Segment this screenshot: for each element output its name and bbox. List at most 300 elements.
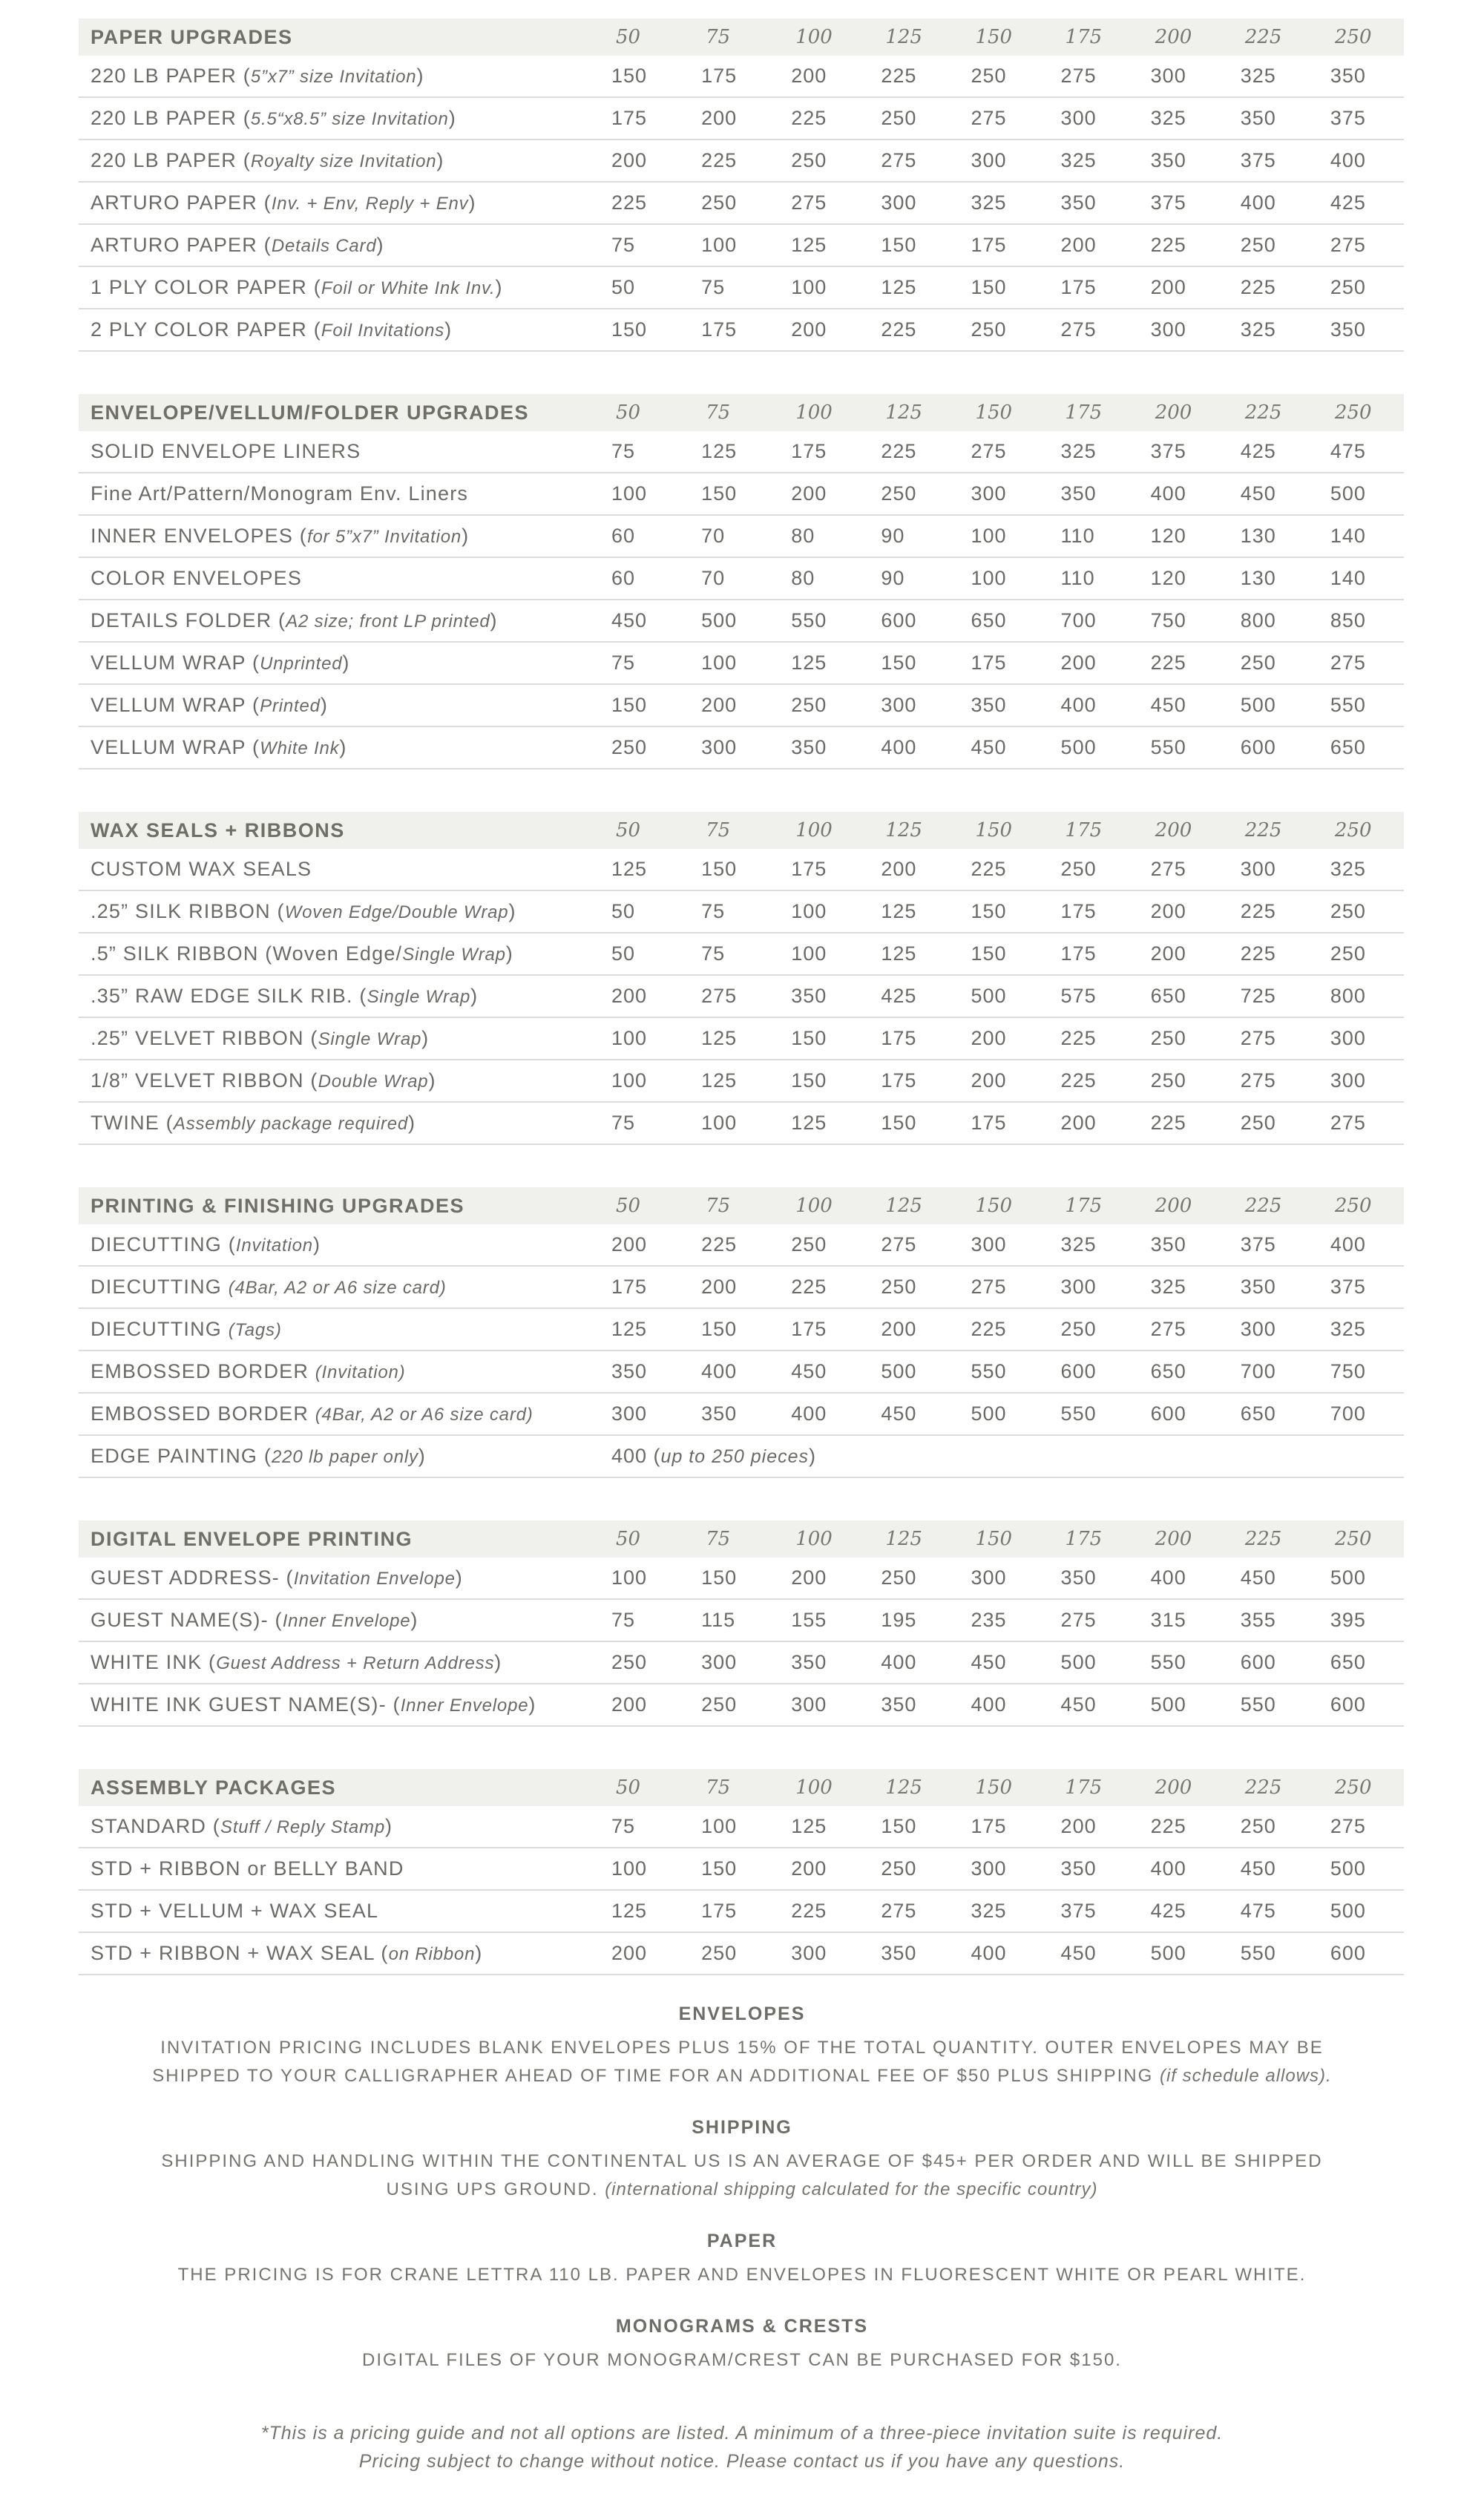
price-cell: 400: [1150, 482, 1186, 505]
row-label-text: .5” SILK RIBBON (Woven Edge/: [91, 942, 403, 965]
section-wax-seals-ribbons: [79, 812, 1404, 1145]
note-italic: (if schedule allows).: [1159, 2066, 1332, 2086]
price-cell: 300: [1240, 858, 1276, 880]
price-cell: 300: [1330, 1069, 1366, 1092]
row-label: [91, 276, 595, 299]
price-cell: 200: [1060, 1815, 1097, 1837]
price-cell: 140: [1330, 567, 1366, 589]
price-cell: 150: [701, 1318, 738, 1340]
row-label: [91, 318, 595, 341]
price-cell: 350: [1060, 1566, 1097, 1589]
price-cell: 475: [1330, 440, 1366, 462]
price-cell: 400: [1240, 191, 1276, 214]
price-cell: 175: [701, 65, 738, 87]
quantity-header: 250: [1334, 401, 1372, 424]
price-cell: 250: [611, 736, 648, 758]
note-line: [178, 2265, 1307, 2285]
price-cell: 600: [881, 609, 917, 631]
row-label-note: Guest Address + Return Address: [216, 1653, 495, 1673]
row-label: [91, 736, 595, 759]
price-cell: 75: [611, 652, 636, 674]
table-row: [79, 643, 1404, 685]
price-cell: 350: [1240, 1276, 1276, 1298]
row-label-close: ): [384, 1815, 393, 1837]
row-label-text: DETAILS FOLDER (: [91, 609, 286, 631]
price-cell: 225: [881, 318, 917, 341]
quantity-header: 150: [975, 1776, 1013, 1799]
price-cell: 225: [1060, 1027, 1097, 1049]
price-cell: 125: [881, 900, 917, 922]
quantity-header: 175: [1065, 1528, 1103, 1550]
price-cell: 155: [791, 1609, 827, 1631]
price-cell: 200: [611, 1233, 648, 1256]
price-cell: 300: [1240, 1318, 1276, 1340]
table-row: [79, 1018, 1404, 1060]
row-label: [91, 107, 595, 130]
row-label: [91, 1112, 595, 1135]
price-cell: 850: [1330, 609, 1366, 631]
price-cell: 150: [701, 858, 738, 880]
note-monograms-crests: [0, 2316, 1484, 2375]
price-cell: 225: [791, 107, 827, 129]
price-cell: 275: [1330, 1112, 1366, 1134]
price-cell: 275: [1330, 234, 1366, 256]
price-cell: 175: [971, 1112, 1007, 1134]
section-assembly-packages: [79, 1769, 1404, 1975]
price-cell: 150: [971, 276, 1007, 298]
price-cell: 200: [1150, 276, 1186, 298]
price-cell: 500: [1150, 1942, 1186, 1964]
note-text: THE PRICING IS FOR CRANE LETTRA 110 LB. PAPER AND ENVELOPES IN FLUORESCENT WHITE OR PEARL WHITE.: [177, 2265, 1307, 2285]
price-cell: 125: [791, 652, 827, 674]
row-label-note: Invitation: [235, 1235, 313, 1256]
price-cell: 300: [881, 191, 917, 214]
row-label-text: TWINE (: [91, 1112, 174, 1134]
table-row: [79, 516, 1404, 558]
price-cell: 100: [791, 900, 827, 922]
price-cell: 450: [971, 736, 1007, 758]
price-cell: 450: [971, 1651, 1007, 1673]
row-label-text: Fine Art/Pattern/Monogram Env. Liners: [91, 482, 469, 505]
row-label-close: ): [495, 276, 503, 298]
price-cell: 75: [611, 440, 636, 462]
section-title: DIGITAL ENVELOPE PRINTING: [91, 1527, 413, 1550]
price-cell: 250: [791, 1233, 827, 1256]
price-cell: 350: [1330, 65, 1366, 87]
price-cell: 315: [1150, 1609, 1186, 1631]
row-label-note: Unprinted: [260, 654, 343, 674]
quantity-header: 200: [1155, 1528, 1192, 1550]
row-label-note: Printed: [260, 696, 321, 716]
quantity-header: 125: [885, 26, 922, 48]
price-cell: 250: [881, 482, 917, 505]
row-label-close: ): [342, 652, 350, 674]
price-cell: 400: [971, 1693, 1007, 1716]
price-cell: 75: [611, 1815, 636, 1837]
price-cell: 80: [791, 525, 815, 547]
row-label: [91, 1445, 595, 1468]
row-label-note: Inner Envelope: [282, 1611, 411, 1631]
price-cell: 800: [1330, 985, 1366, 1007]
price-cell: 750: [1330, 1360, 1366, 1382]
price-cell: 200: [1060, 234, 1097, 256]
price-cell: 200: [611, 1693, 648, 1716]
quantity-header: 75: [706, 1776, 731, 1799]
price-cell: 150: [791, 1069, 827, 1092]
price-cell: 225: [881, 65, 917, 87]
disclaimer-line: Pricing subject to change without notice. Please contact us if you have any questions.: [358, 2451, 1126, 2472]
price-cell: 275: [1150, 1318, 1186, 1340]
price-cell: 355: [1240, 1609, 1276, 1631]
price-cell: 225: [971, 858, 1007, 880]
price-cell: 300: [701, 1651, 738, 1673]
price-cell: 275: [1150, 858, 1186, 880]
price-cell: 250: [701, 191, 738, 214]
price-cell: 275: [1330, 1815, 1366, 1837]
quantity-header: 200: [1155, 819, 1192, 841]
price-cell: 75: [611, 1112, 636, 1134]
row-label-text: VELLUM WRAP (: [91, 652, 260, 674]
row-label-text: EDGE PAINTING (: [91, 1445, 272, 1467]
price-cell: 225: [1150, 234, 1186, 256]
table-row: [79, 1060, 1404, 1103]
price-cell: 115: [701, 1609, 736, 1631]
price-cell: 650: [971, 609, 1007, 631]
row-label: [91, 1276, 595, 1299]
table-row: [79, 1642, 1404, 1684]
price-cell: 150: [611, 318, 648, 341]
row-label-note: Stuff / Reply Stamp: [220, 1817, 385, 1837]
price-cell: 550: [971, 1360, 1007, 1382]
row-label-text: CUSTOM WAX SEALS: [91, 858, 312, 880]
row-label-close: ): [421, 1027, 430, 1049]
row-label-note: Single Wrap: [318, 1029, 422, 1049]
price-cell: 250: [1330, 900, 1366, 922]
price-cell: 100: [971, 567, 1007, 589]
price-cell: 50: [611, 276, 636, 298]
row-label-text: WHITE INK GUEST NAME(S)- (: [91, 1693, 401, 1716]
price-cell: 375: [1330, 1276, 1366, 1298]
price-cell: 250: [701, 1693, 738, 1716]
table-row: [79, 1394, 1404, 1436]
price-cell: 150: [611, 65, 648, 87]
price-cell: 175: [1060, 900, 1097, 922]
note-paper: [0, 2231, 1484, 2289]
price-cell: 395: [1330, 1609, 1366, 1631]
table-row: [79, 1891, 1404, 1933]
row-label-text: STD + RIBBON + WAX SEAL (: [91, 1942, 389, 1964]
quantity-header: 125: [885, 819, 922, 841]
row-label: [91, 609, 595, 632]
quantity-header: 50: [616, 1195, 641, 1217]
price-cell: 300: [1060, 1276, 1097, 1298]
row-label: [91, 1651, 595, 1674]
section-title: PRINTING & FINISHING UPGRADES: [91, 1194, 465, 1217]
price-cell: 300: [1060, 107, 1097, 129]
row-label-note: for 5”x7” Invitation: [306, 527, 462, 547]
quantity-header: 200: [1155, 1776, 1192, 1799]
table-row: [79, 431, 1404, 473]
price-cell: 600: [1150, 1402, 1186, 1425]
price-cell: 225: [1150, 1815, 1186, 1837]
row-label-note: Foil Invitations: [321, 321, 445, 341]
row-label-text: 2 PLY COLOR PAPER (: [91, 318, 321, 341]
price-cell: 100: [701, 234, 738, 256]
price-cell: 130: [1240, 567, 1276, 589]
row-label: [91, 567, 595, 590]
price-cell: 250: [791, 694, 827, 716]
price-cell: 325: [1240, 65, 1276, 87]
price-cell: 100: [611, 1027, 648, 1049]
price-cell: 225: [1060, 1069, 1097, 1092]
price-cell: 325: [1240, 318, 1276, 341]
row-label: [91, 694, 595, 717]
price-cell: 50: [611, 900, 636, 922]
price-cell: 425: [1330, 191, 1366, 214]
table-row: [79, 267, 1404, 309]
price-cell: 75: [611, 234, 636, 256]
row-label: [91, 1069, 595, 1092]
price-cell: 375: [1330, 107, 1366, 129]
price-cell: 75: [701, 276, 726, 298]
row-label: [91, 234, 595, 257]
price-cell: 400: [1150, 1566, 1186, 1589]
price-cell: 450: [1240, 482, 1276, 505]
row-label-note: Inv. + Env, Reply + Env: [271, 194, 469, 214]
table-row: [79, 1436, 1404, 1478]
price-cell: 300: [971, 1233, 1007, 1256]
price-cell: 250: [1240, 234, 1276, 256]
row-label: [91, 1318, 595, 1341]
row-label: [91, 1609, 595, 1632]
row-label-note: Woven Edge/Double Wrap: [284, 902, 509, 922]
price-cell: 450: [1060, 1693, 1097, 1716]
quantity-header: 150: [975, 1528, 1013, 1550]
price-cell: 200: [791, 1566, 827, 1589]
note-italic: (international shipping calculated for the specific country): [605, 2179, 1098, 2199]
price-cell: 300: [1330, 1027, 1366, 1049]
price-cell: 425: [1240, 440, 1276, 462]
quantity-header: 225: [1244, 26, 1282, 48]
quantity-header: 150: [975, 26, 1013, 48]
row-label-text: SOLID ENVELOPE LINERS: [91, 440, 361, 462]
price-cell: 125: [611, 858, 648, 880]
table-row: [79, 685, 1404, 727]
price-cell: 250: [611, 1651, 648, 1673]
price-cell: 200: [611, 1942, 648, 1964]
price-cell: 150: [611, 694, 648, 716]
quantity-header: 200: [1155, 401, 1192, 424]
row-label: [91, 1857, 595, 1880]
price-cell: 100: [611, 1857, 648, 1880]
price-cell: 150: [791, 1027, 827, 1049]
row-label: [91, 1027, 595, 1050]
row-label-note: Invitation Envelope: [293, 1569, 456, 1589]
price-cell: 500: [971, 1402, 1007, 1425]
price-cell: 650: [1150, 985, 1186, 1007]
table-row: [79, 727, 1404, 769]
price-cell: 475: [1240, 1900, 1276, 1922]
table-row: [79, 849, 1404, 891]
price-cell: 450: [1240, 1857, 1276, 1880]
price-cell: 700: [1330, 1402, 1366, 1425]
section-title: PAPER UPGRADES: [91, 25, 293, 48]
price-cell: 125: [701, 440, 738, 462]
price-cell: 300: [791, 1942, 827, 1964]
price-cell: 350: [881, 1693, 917, 1716]
price-cell: 275: [881, 1233, 917, 1256]
price-cell: 225: [971, 1318, 1007, 1340]
row-label-text: STD + RIBBON or BELLY BAND: [91, 1857, 404, 1880]
row-label-note: (4Bar, A2 or A6 size card): [228, 1278, 447, 1298]
quantity-header: 150: [975, 401, 1013, 424]
price-cell: 50: [611, 942, 636, 965]
table-row: [79, 473, 1404, 516]
price-cell: 275: [971, 107, 1007, 129]
row-label-close: ): [490, 609, 498, 631]
note-text: INVITATION PRICING INCLUDES BLANK ENVELOPES PLUS 15% OF THE TOTAL QUANTITY. OUTER ENVELOPES MAY BE: [160, 2038, 1324, 2058]
table-row: [79, 183, 1404, 225]
quantity-header: 100: [795, 1195, 833, 1217]
price-cell: 500: [1240, 694, 1276, 716]
price-cell: 650: [1330, 1651, 1366, 1673]
price-cell: 600: [1240, 736, 1276, 758]
quantity-header: 250: [1334, 26, 1372, 48]
row-label: [91, 858, 595, 881]
price-cell: 500: [1150, 1693, 1186, 1716]
quantity-header: 125: [885, 1776, 922, 1799]
quantity-header: 50: [616, 819, 641, 841]
price-cell: 350: [791, 736, 827, 758]
price-cell: 150: [881, 652, 917, 674]
price-cell: 500: [1330, 1857, 1366, 1880]
price-cell: 250: [1150, 1027, 1186, 1049]
table-row: [79, 140, 1404, 183]
quantity-header: 75: [706, 401, 731, 424]
row-label-text: 220 LB PAPER (: [91, 65, 251, 87]
price-cell: 325: [1060, 440, 1097, 462]
row-label: [91, 1566, 595, 1589]
price-cell: 125: [881, 942, 917, 965]
price-cell: 175: [1060, 276, 1097, 298]
note-line: [386, 2179, 1097, 2199]
price-cell: 400: [971, 1942, 1007, 1964]
price-cell: 400: [1060, 694, 1097, 716]
price-cell: 175: [1060, 942, 1097, 965]
quantity-header: 100: [795, 1776, 833, 1799]
price-cell: 300: [1150, 65, 1186, 87]
price-cell: 300: [971, 482, 1007, 505]
price-cell: 150: [881, 234, 917, 256]
price-cell: 175: [791, 440, 827, 462]
quantity-header: 175: [1065, 1776, 1103, 1799]
price-cell: 70: [701, 567, 726, 589]
price-cell: 250: [881, 1857, 917, 1880]
section-envelope-vellum-folder-upgrades: [79, 394, 1404, 769]
row-label-note: Single Wrap: [367, 987, 471, 1007]
price-cell: 275: [791, 191, 827, 214]
section-paper-upgrades: [79, 19, 1404, 352]
note-heading: ENVELOPES: [678, 2004, 806, 2024]
price-cell: 125: [881, 276, 917, 298]
price-cell: 450: [791, 1360, 827, 1382]
price-cell: 175: [701, 318, 738, 341]
price-cell: 100: [701, 1815, 738, 1837]
row-label: [91, 985, 595, 1008]
quantity-header: 225: [1244, 401, 1282, 424]
price-cell: 400: [1150, 1857, 1186, 1880]
price-cell: 250: [971, 65, 1007, 87]
quantity-header: 225: [1244, 1776, 1282, 1799]
row-label-close: ): [468, 191, 476, 214]
price-cell: 225: [611, 191, 648, 214]
price-cell: 235: [971, 1609, 1007, 1631]
price-cell: 200: [881, 858, 917, 880]
price-cell: 550: [1240, 1942, 1276, 1964]
price-cell: 450: [611, 609, 648, 631]
quantity-header: 75: [706, 1195, 731, 1217]
price-cell: 225: [1150, 652, 1186, 674]
row-label-note: on Ribbon: [388, 1944, 476, 1964]
price-cell: 140: [1330, 525, 1366, 547]
row-label-text: STD + VELLUM + WAX SEAL: [91, 1900, 379, 1922]
note-heading: PAPER: [706, 2231, 778, 2251]
price-cell: 250: [881, 1276, 917, 1298]
quantity-header: 50: [616, 26, 641, 48]
price-cell: 375: [1150, 440, 1186, 462]
row-label-close: ): [428, 1069, 436, 1092]
row-label-close: ): [448, 107, 456, 129]
span-note: up to 250 pieces: [660, 1446, 810, 1467]
row-label-note: Details Card: [271, 236, 377, 256]
price-cell: 500: [701, 609, 738, 631]
price-cell: 300: [1150, 318, 1186, 341]
price-cell: 200: [881, 1318, 917, 1340]
row-label-close: ): [416, 65, 424, 87]
row-label-note: Foil or White Ink Inv.: [321, 278, 496, 298]
price-cell: 400: [881, 736, 917, 758]
row-label: [91, 1942, 595, 1965]
price-cell: 500: [1060, 1651, 1097, 1673]
price-cell: 350: [1330, 318, 1366, 341]
price-cell-span: [595, 1445, 1404, 1468]
price-cell: 60: [611, 525, 636, 547]
row-label-text: EMBOSSED BORDER: [91, 1402, 315, 1425]
section-header: [79, 19, 1404, 56]
note-text: SHIPPED TO YOUR CALLIGRAPHER AHEAD OF TIME FOR AN ADDITIONAL FEE OF $50 PLUS SHIPPING: [152, 2066, 1160, 2086]
price-cell: 250: [1060, 1318, 1097, 1340]
price-cell: 175: [971, 234, 1007, 256]
price-cell: 175: [881, 1027, 917, 1049]
row-label-text: GUEST NAME(S)- (: [91, 1609, 283, 1631]
row-label: [91, 1900, 595, 1923]
price-cell: 325: [1060, 149, 1097, 171]
price-cell: 75: [701, 942, 726, 965]
disclaimer-line: *This is a pricing guide and not all options are listed. A minimum of a three-piece invitation suite is required.: [260, 2423, 1224, 2444]
quantity-header: 100: [795, 819, 833, 841]
row-label-note: Single Wrap: [402, 945, 506, 965]
price-cell: 350: [701, 1402, 738, 1425]
quantity-header: 200: [1155, 26, 1192, 48]
price-cell: 500: [971, 985, 1007, 1007]
row-label-close: ): [470, 985, 479, 1007]
note-heading: SHIPPING: [692, 2117, 792, 2138]
price-cell: 200: [971, 1069, 1007, 1092]
price-cell: 600: [1330, 1693, 1366, 1716]
price-cell: 725: [1240, 985, 1276, 1007]
row-label-note: White Ink: [260, 738, 340, 758]
note-text: DIGITAL FILES OF YOUR MONOGRAM/CREST CAN BE PURCHASED FOR $150.: [362, 2350, 1122, 2370]
